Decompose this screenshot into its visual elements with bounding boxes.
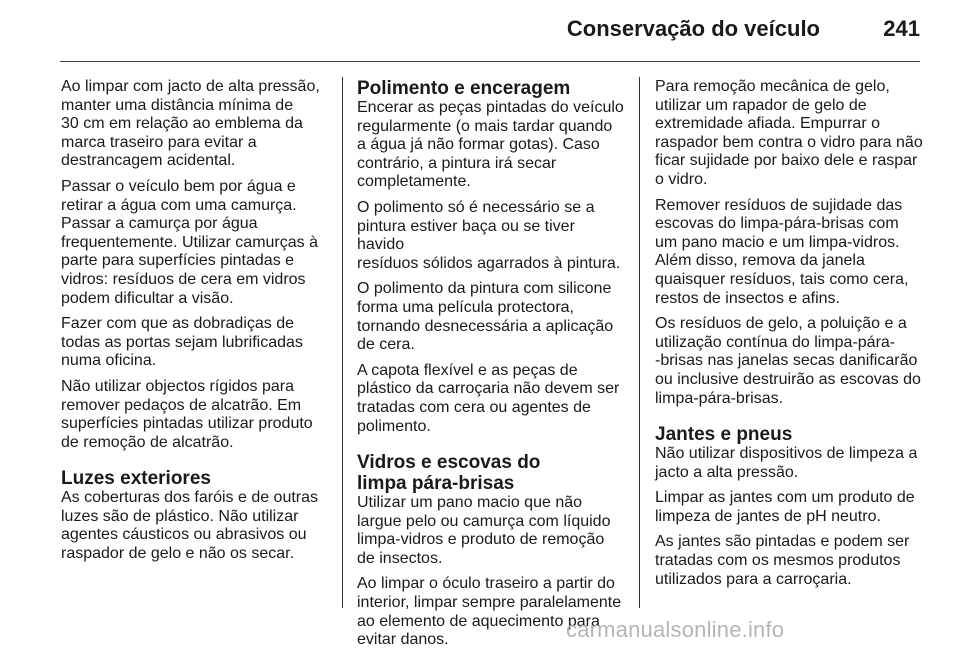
page-header-title: Conservação do veículo <box>566 16 820 41</box>
paragraph: Ao limpar o óculo traseiro a partir do interior, limpar sempre paralelamente ao elemento de aquecimento para evitar danos. <box>357 575 622 649</box>
paragraph: O polimento da pintura com silicone forma uma película protectora, tornando desnecessária a aplicação de cera. <box>357 280 614 354</box>
section-heading-vidros-escovas: Vidros e escovas do limpa pára-brisas <box>357 452 541 495</box>
paragraph: Não utilizar objectos rígidos para remover pedaços de alcatrão. Em superfícies pintadas utilizar produto de remoção de alcatrão. <box>61 377 313 451</box>
column-2 <box>357 78 625 657</box>
header-divider <box>60 61 920 62</box>
column-1 <box>61 78 326 571</box>
paragraph: O polimento só é necessário se a pintura estiver baça ou se tiver havido resíduos sólidos agarrados à pintura. <box>357 198 621 272</box>
paragraph: As coberturas dos faróis e de outras luzes são de plástico. Não utilizar agentes cáusticos ou abrasivos ou raspador de gelo e não os secar. <box>61 489 319 563</box>
paragraph: Para remoção mecânica de gelo, utilizar um rapador de gelo de extremidade afiada. Empurrar o raspador bem contra o vidro para não ficar sujidade por baixo dele e raspar o vidro. <box>655 78 923 188</box>
paragraph: Ao limpar com jacto de alta pressão, manter uma distância mínima de 30 cm em relação ao emblema da marca traseiro para evitar a destrancagem acidental. <box>61 78 320 170</box>
paragraph: Não utilizar dispositivos de limpeza a jacto a alta pressão. <box>655 445 918 481</box>
paragraph: Fazer com que as dobradiças de todas as portas sejam lubrificadas numa oficina. <box>61 315 303 370</box>
paragraph: Encerar as peças pintadas do veículo regularmente (o mais tardar quando a água já não formar gotas). Caso contrário, a pintura irá secar completamente. <box>357 99 624 191</box>
column-3 <box>655 78 923 596</box>
paragraph: Passar o veículo bem por água e retirar a água com uma camurça. Passar a camurça por água frequentemente. Utilizar camurças à parte para superfícies pintadas e vidros: resíduos de cera em vidros podem dificultar a visão. <box>61 177 318 307</box>
watermark-text: carmanualsonline.info <box>566 617 785 642</box>
column-divider-1 <box>342 77 343 608</box>
section-heading-jantes-pneus: Jantes e pneus <box>655 424 793 446</box>
paragraph: Utilizar um pano macio que não largue pelo ou camurça com líquido limpa-vidros e produto de remoção de insectos. <box>357 494 611 567</box>
paragraph: A capota flexível e as peças de plástico da carroçaria não devem ser tratadas com cera ou agentes de polimento. <box>357 361 620 435</box>
paragraph: As jantes são pintadas e podem ser tratadas com os mesmos produtos utilizados para a carroçaria. <box>655 533 910 588</box>
section-heading-polimento: Polimento e enceragem <box>357 78 571 99</box>
paragraph: Remover resíduos de sujidade das escovas do limpa-pára-brisas com um pano macio e um limpa-vidros. Além disso, remova da janela quaisquer resíduos, tais como cera, restos de insectos e afins. <box>655 196 909 307</box>
paragraph: Limpar as jantes com um produto de limpeza de jantes de pH neutro. <box>655 489 915 525</box>
page-number: 241 <box>883 16 920 41</box>
paragraph: Os resíduos de gelo, a poluição e a utilização contínua do limpa-pára- -brisas nas janelas secas danificarão ou inclusive destruirão as escovas do limpa-pára-brisas. <box>655 315 921 407</box>
column-divider-2 <box>639 77 640 608</box>
section-heading-luzes-exteriores: Luzes exteriores <box>61 468 211 490</box>
